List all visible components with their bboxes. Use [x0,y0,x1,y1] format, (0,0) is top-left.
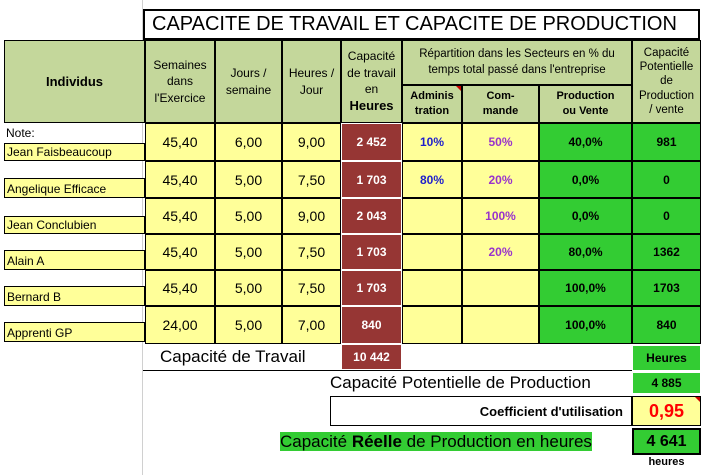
capacite-potentielle-cell[interactable]: 840 [632,306,701,344]
reelle-label-part2: Réelle [351,432,402,451]
comment-marker-icon[interactable] [695,397,700,402]
header-commande: Com- mande [462,85,539,123]
heures-jour-cell[interactable]: 7,50 [282,234,341,270]
capacite-travail-cell[interactable]: 2 452 [341,123,402,161]
note-label: Note: [6,126,35,140]
capacite-travail-cell[interactable]: 1 703 [341,270,402,306]
individu-name[interactable]: Jean Faisbeaucoup [4,143,145,161]
page-title: CAPACITE DE TRAVAIL ET CAPACITE DE PRODUCTION [143,9,700,40]
header-production: Production ou Vente [539,85,632,123]
header-administration: Adminis tration [402,85,462,123]
production-cell[interactable]: 40,0% [539,123,632,161]
individu-name[interactable]: Jean Conclubien [4,216,145,234]
individu-name[interactable]: Angelique Efficace [4,178,145,198]
heures-jour-cell[interactable]: 9,00 [282,198,341,234]
administration-cell[interactable] [402,234,462,270]
header-individus: Individus [4,40,145,123]
commande-cell[interactable]: 100% [462,198,539,234]
jours-cell[interactable]: 6,00 [215,123,282,161]
capacite-travail-cell[interactable]: 1 703 [341,161,402,198]
capacite-travail-cell[interactable]: 2 043 [341,198,402,234]
capacite-reelle-total[interactable]: 4 641 [632,428,701,455]
production-cell[interactable]: 0,0% [539,198,632,234]
header-semaines: Semaines dans l'Exercice [145,40,215,123]
semaines-cell[interactable]: 45,40 [145,198,215,234]
jours-cell[interactable]: 5,00 [215,234,282,270]
administration-cell[interactable]: 80% [402,161,462,198]
coefficient-value[interactable]: 0,95 [632,396,701,426]
comment-marker-icon[interactable] [456,86,461,91]
header-capacite-travail-unit: Heures [349,98,394,113]
jours-cell[interactable]: 5,00 [215,198,282,234]
jours-cell[interactable]: 5,00 [215,270,282,306]
header-repartition: Répartition dans les Secteurs en % du temps total passé dans l'entreprise [402,40,632,85]
semaines-cell[interactable]: 45,40 [145,123,215,161]
production-cell[interactable]: 0,0% [539,161,632,198]
semaines-cell[interactable]: 45,40 [145,234,215,270]
capacite-reelle-label [280,429,632,454]
capacite-travail-label: Capacité de Travail [160,347,306,366]
capacite-travail-total[interactable]: 10 442 [341,344,402,370]
individu-name[interactable]: Apprenti GP [4,322,145,342]
reelle-label-part3: de Production [401,432,517,451]
capacite-potentielle-cell[interactable]: 1703 [632,270,701,306]
commande-cell[interactable] [462,306,539,344]
heures-footer: heures [648,456,685,468]
heures-jour-cell[interactable]: 7,50 [282,270,341,306]
capacite-travail-cell[interactable]: 840 [341,306,402,344]
commande-cell[interactable] [462,270,539,306]
production-cell[interactable]: 100,0% [539,270,632,306]
header-capacite-travail [341,40,402,123]
administration-cell[interactable] [402,270,462,306]
header-heures-jour: Heures / Jour [282,40,341,123]
commande-cell[interactable]: 20% [462,161,539,198]
reelle-label-part4: en heures [516,432,592,451]
heures-jour-cell[interactable]: 9,00 [282,123,341,161]
heures-label: Heures [632,345,701,371]
header-jours: Jours / semaine [215,40,282,123]
administration-cell[interactable]: 10% [402,123,462,161]
coefficient-label-box: Coefficient d'utilisation [330,396,632,426]
header-capacite-potentielle: Capacité Potentielle de Production / vente [632,40,701,123]
heures-jour-cell[interactable]: 7,00 [282,306,341,344]
capacite-potentielle-cell[interactable]: 0 [632,161,701,198]
production-cell[interactable]: 100,0% [539,306,632,344]
capacite-potentielle-cell[interactable]: 1362 [632,234,701,270]
reelle-label-part1: Capacité [280,432,352,451]
commande-cell[interactable]: 50% [462,123,539,161]
production-cell[interactable]: 80,0% [539,234,632,270]
jours-cell[interactable]: 5,00 [215,161,282,198]
semaines-cell[interactable]: 24,00 [145,306,215,344]
header-capacite-travail-label: Capacité de travail en [347,49,396,96]
individu-name[interactable]: Alain A [4,250,145,270]
commande-cell[interactable]: 20% [462,234,539,270]
capacite-potentielle-cell[interactable]: 981 [632,123,701,161]
administration-cell[interactable] [402,198,462,234]
individu-name[interactable]: Bernard B [4,286,145,306]
heures-jour-cell[interactable]: 7,50 [282,161,341,198]
capacite-potentielle-total[interactable]: 4 885 [632,372,701,394]
jours-cell[interactable]: 5,00 [215,306,282,344]
capacite-potentielle-cell[interactable]: 0 [632,198,701,234]
semaines-cell[interactable]: 45,40 [145,161,215,198]
administration-cell[interactable] [402,306,462,344]
capacite-travail-cell[interactable]: 1 703 [341,234,402,270]
semaines-cell[interactable]: 45,40 [145,270,215,306]
capacite-potentielle-label: Capacité Potentielle de Production [330,373,591,392]
